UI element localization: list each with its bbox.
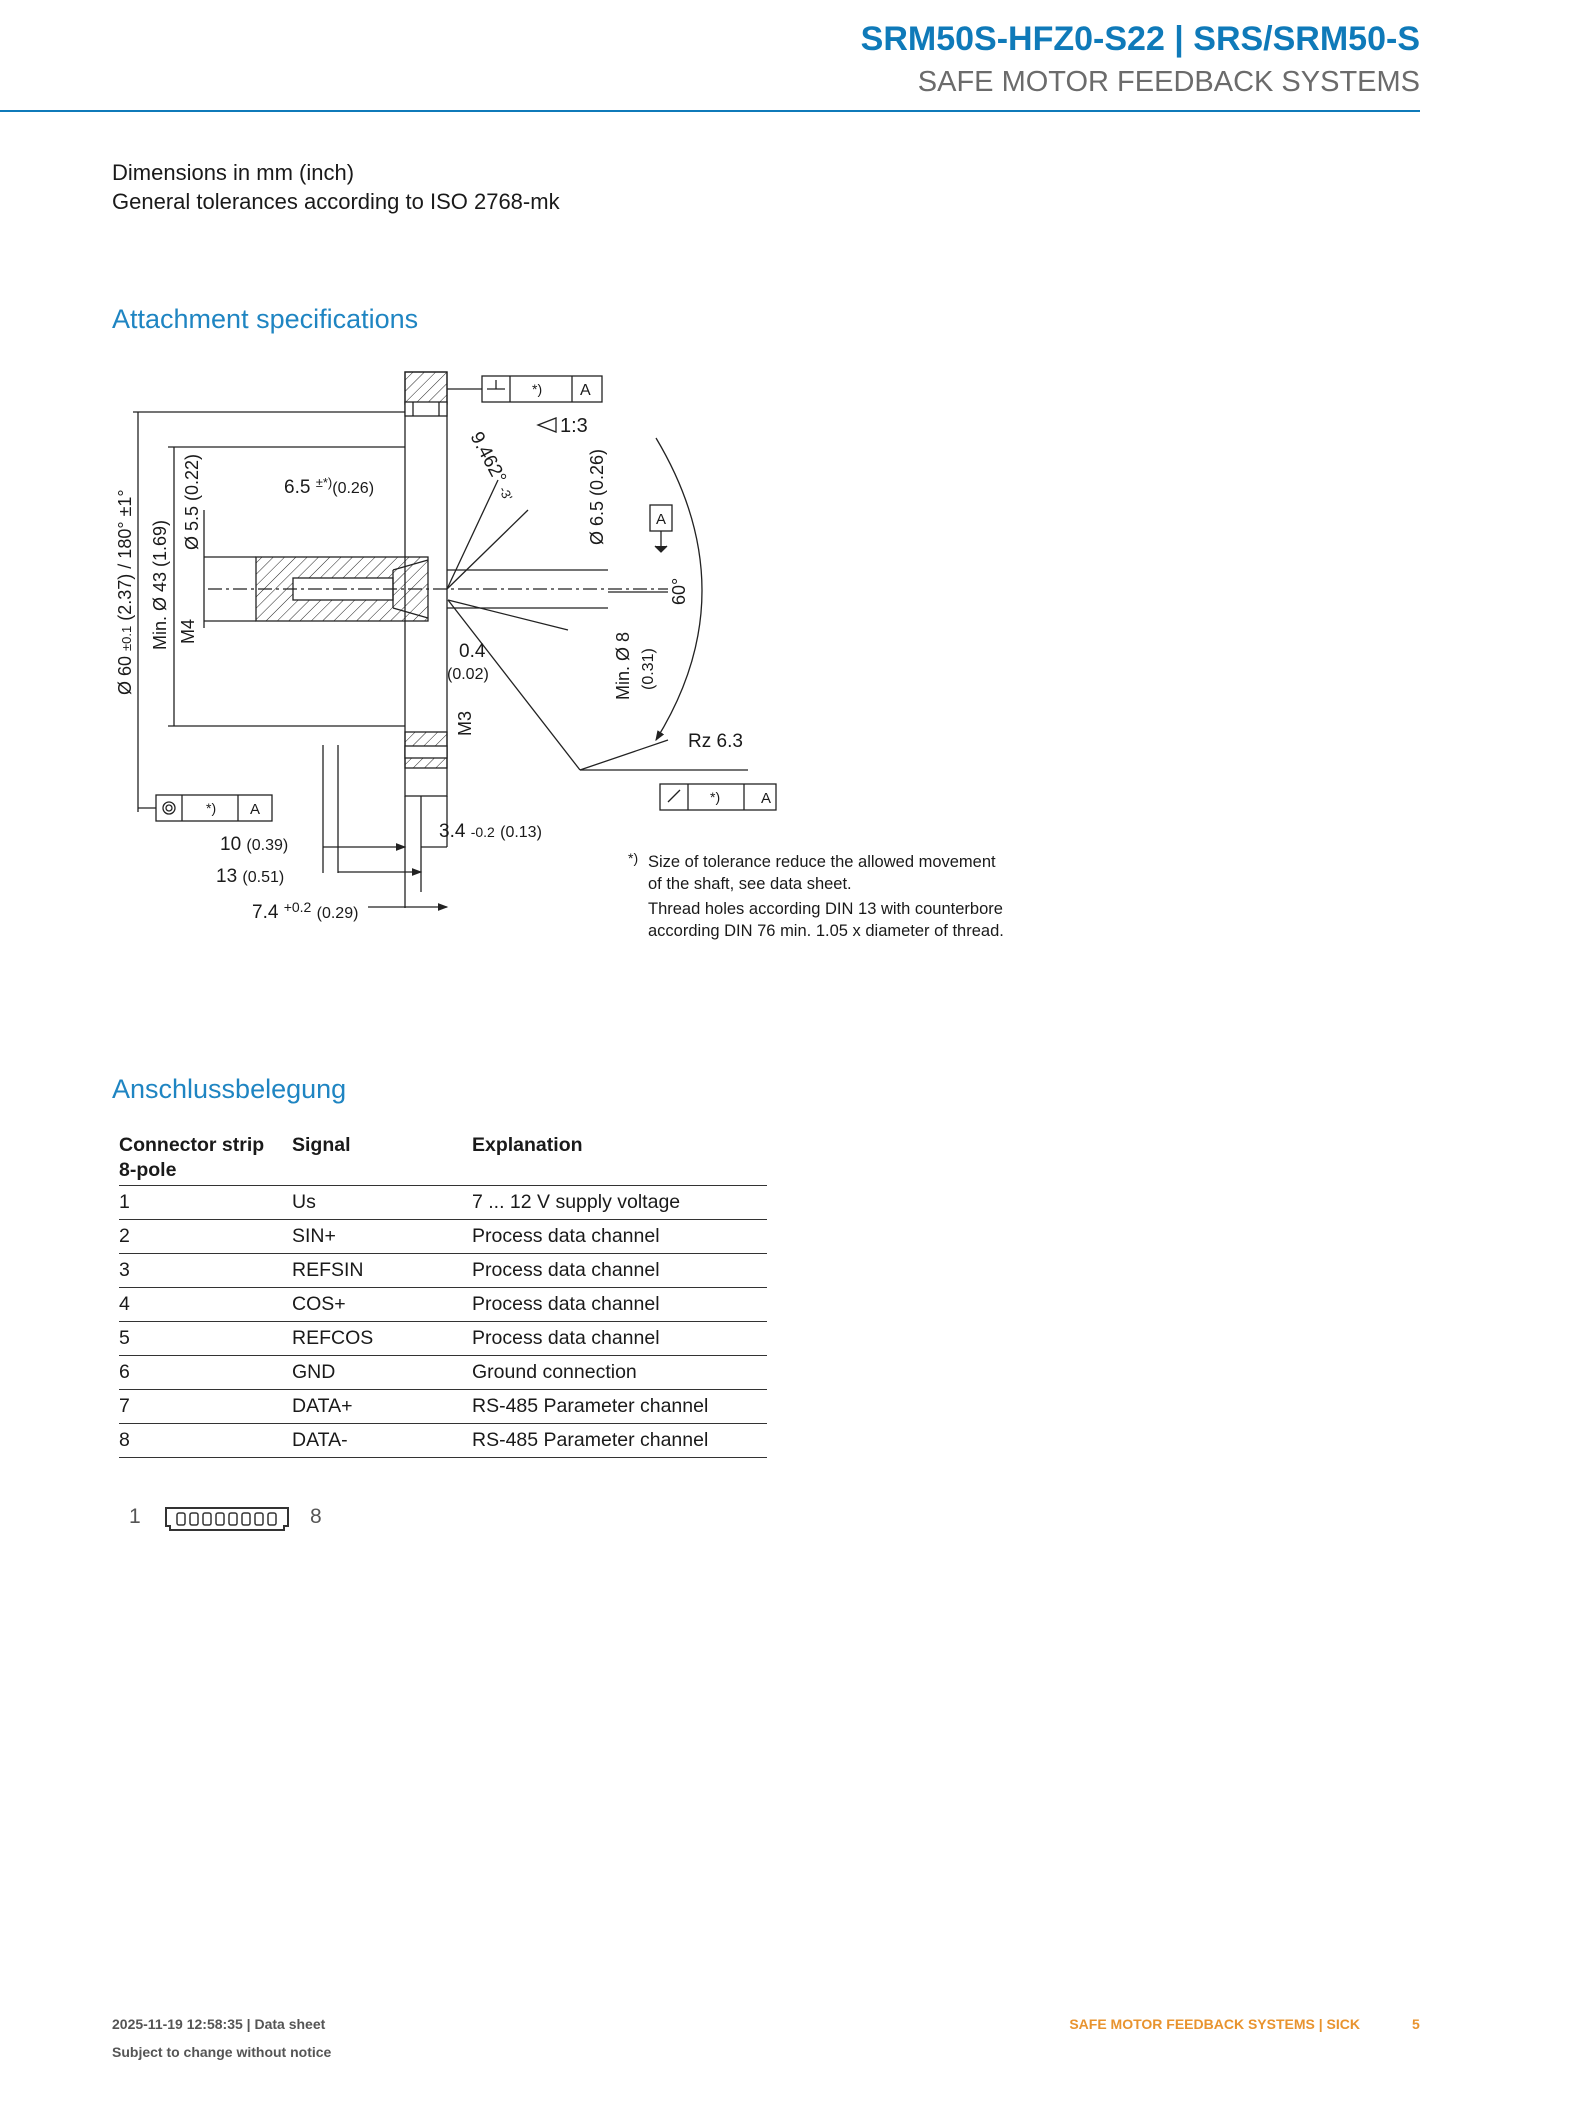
- explanation-cell: Process data channel: [472, 1254, 767, 1288]
- header-divider: [0, 110, 1420, 112]
- table-row: [119, 1288, 767, 1322]
- table-row: [119, 1390, 767, 1424]
- document-subtitle: SAFE MOTOR FEEDBACK SYSTEMS: [917, 66, 1420, 98]
- explanation-cell: Ground connection: [472, 1356, 767, 1390]
- drawing-label-tol-br: *): [710, 789, 721, 805]
- footer-brand: SAFE MOTOR FEEDBACK SYSTEMS | SICK: [1069, 2016, 1360, 2032]
- pin-cell: 4: [119, 1288, 292, 1322]
- pinout-heading: Anschlussbelegung: [112, 1074, 347, 1104]
- explanation-cell: Process data channel: [472, 1220, 767, 1254]
- drawing-label-d34: 3.4 -0.2 (0.13): [439, 821, 542, 842]
- drawing-label-datum-a: A: [580, 382, 591, 399]
- explanation-cell: Process data channel: [472, 1288, 767, 1322]
- explanation-cell: 7 ... 12 V supply voltage: [472, 1186, 767, 1220]
- explanation-cell: Process data channel: [472, 1322, 767, 1356]
- header-signal: Signal: [292, 1130, 472, 1186]
- table-header-row: [119, 1130, 767, 1186]
- pin-cell: 5: [119, 1322, 292, 1356]
- signal-cell: DATA+: [292, 1390, 472, 1424]
- table-row: [119, 1220, 767, 1254]
- intro-tolerances-line: General tolerances according to ISO 2768-mk: [112, 189, 560, 214]
- connector-strip-icon: [162, 1504, 292, 1534]
- pin-cell: 7: [119, 1390, 292, 1424]
- drawing-label-angle: 9.462° -3': [465, 428, 516, 504]
- connector-pin-last: 8: [310, 1505, 322, 1528]
- intro-text: [112, 158, 560, 216]
- drawing-label-datum-box: A: [656, 511, 667, 528]
- explanation-cell: RS-485 Parameter channel: [472, 1424, 767, 1458]
- signal-cell: GND: [292, 1356, 472, 1390]
- signal-cell: SIN+: [292, 1220, 472, 1254]
- pinout-table: [119, 1130, 767, 1458]
- table-row: [119, 1356, 767, 1390]
- table-row: [119, 1186, 767, 1220]
- drawing-label-d43: Min. Ø 43 (1.69): [150, 519, 170, 650]
- drawing-label-d04-inch: (0.02): [447, 666, 489, 683]
- pin-cell: 3: [119, 1254, 292, 1288]
- note-text-2: Thread holes according DIN 13 with counterbore according DIN 76 min. 1.05 x diameter of thread.: [648, 900, 1004, 940]
- drawing-label-d04: 0.4: [459, 641, 486, 662]
- explanation-cell: RS-485 Parameter channel: [472, 1390, 767, 1424]
- intro-dimensions-line: Dimensions in mm (inch): [112, 160, 355, 185]
- drawing-label-m3: M3: [455, 710, 475, 736]
- tolerance-note: [628, 850, 1008, 942]
- pin-cell: 6: [119, 1356, 292, 1390]
- drawing-label-d8: Min. Ø 8: [613, 631, 633, 700]
- drawing-label-d74: 7.4 $^{+0.2}$ $_{(0.29)}$: [252, 899, 359, 923]
- drawing-label-taper: 1:3: [560, 415, 588, 437]
- drawing-label-tol-bl: *): [206, 800, 217, 816]
- pin-cell: 8: [119, 1424, 292, 1458]
- drawing-label-datum-a-bl: A: [250, 801, 261, 818]
- drawing-label-datum-a-br: A: [761, 790, 772, 807]
- table-row: [119, 1424, 767, 1458]
- signal-cell: DATA-: [292, 1424, 472, 1458]
- page-number: 5: [1412, 2016, 1420, 2032]
- table-row: [119, 1254, 767, 1288]
- pin-cell: 1: [119, 1186, 292, 1220]
- header-connector: Connector strip 8-pole: [119, 1130, 292, 1186]
- drawing-label-d13: 13 (0.51): [216, 866, 285, 887]
- table-row: [119, 1322, 767, 1356]
- drawing-label-dim-65: 6.5 ±*)$_{(0.26)}$: [284, 475, 375, 498]
- signal-cell: REFSIN: [292, 1254, 472, 1288]
- drawing-label-d10: 10 (0.39): [220, 834, 289, 855]
- header-explanation: Explanation: [472, 1130, 767, 1186]
- drawing-label-angle-60: 60°: [669, 577, 689, 605]
- signal-cell: Us: [292, 1186, 472, 1220]
- signal-cell: COS+: [292, 1288, 472, 1322]
- drawing-label-d60: Ø 60 ±0.1 (2.37) / 180° ±1°: [115, 489, 135, 695]
- drawing-label-d65-vertical: Ø 6.5 (0.26): [587, 448, 607, 545]
- note-text-1: Size of tolerance reduce the allowed movement of the shaft, see data sheet.: [648, 853, 996, 893]
- drawing-label-d55: Ø 5.5 (0.22): [182, 453, 202, 550]
- connector-pin-first: 1: [129, 1505, 141, 1528]
- document-title: SRM50S-HFZ0-S22 | SRS/SRM50-S: [860, 20, 1420, 58]
- footer-notice: Subject to change without notice: [112, 2044, 332, 2060]
- note-mark: *): [628, 850, 639, 866]
- pin-cell: 2: [119, 1220, 292, 1254]
- drawing-label-m4: M4: [178, 618, 198, 644]
- attachment-heading: Attachment specifications: [112, 304, 419, 334]
- drawing-label-tol-top: *): [532, 381, 543, 397]
- drawing-label-rz: Rz 6.3: [688, 731, 743, 752]
- footer-date: 2025-11-19 12:58:35 | Data sheet: [112, 2016, 326, 2032]
- signal-cell: REFCOS: [292, 1322, 472, 1356]
- drawing-label-d8-inch: (0.31): [640, 648, 657, 690]
